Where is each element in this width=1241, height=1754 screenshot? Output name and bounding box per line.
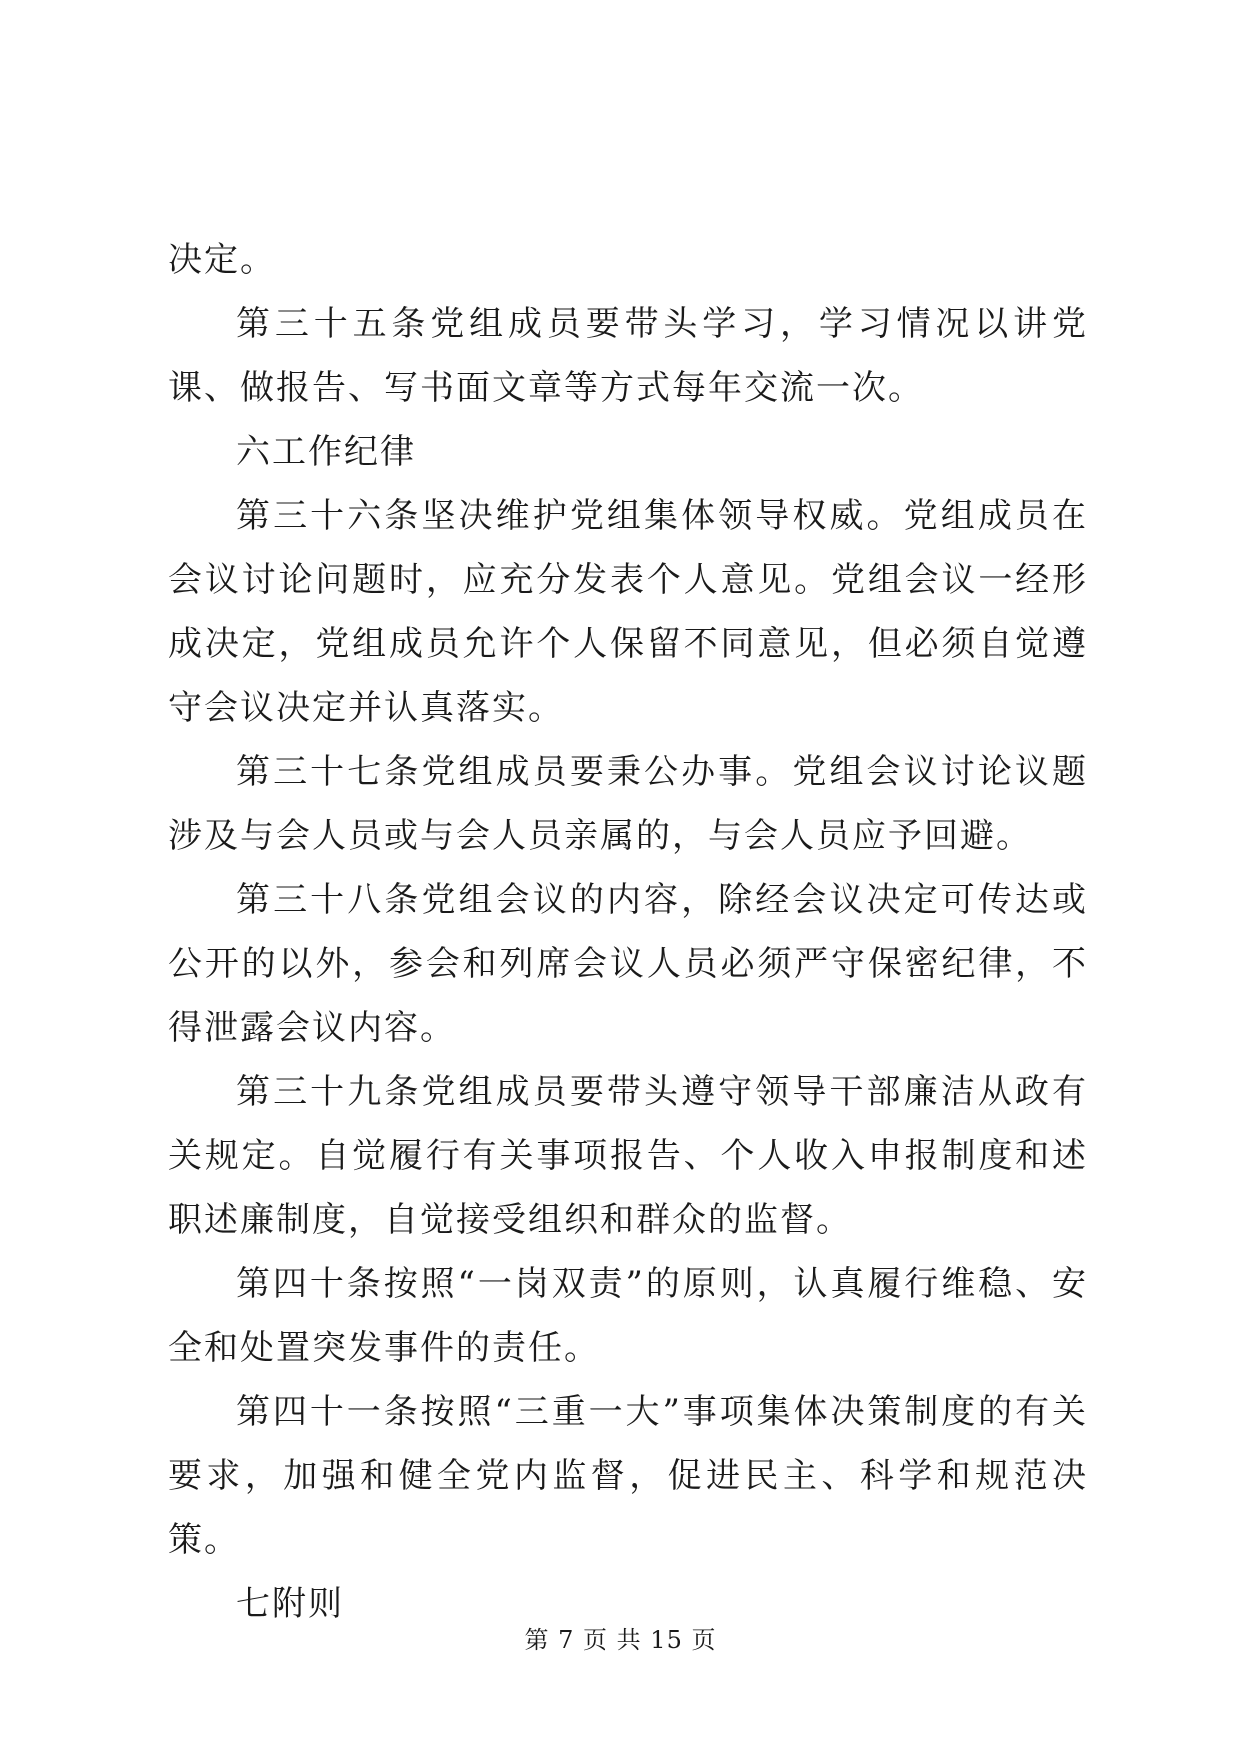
paragraph: 第三十五条党组成员要带头学习，学习情况以讲党课、做报告、写书面文章等方式每年交流一次。 [168, 304, 1088, 408]
paragraph: 第三十六条坚决维护党组集体领导权威。党组成员在会议讨论问题时，应充分发表个人意见。党组会议一经形成决定，党组成员允许个人保留不同意见，但必须自觉遵守会议决定并认真落实。 [168, 496, 1088, 728]
document-body [168, 228, 1088, 1636]
section-heading: 七附则 [236, 1584, 344, 1624]
paragraph: 第三十九条党组成员要带头遵守领导干部廉洁从政有关规定。自觉履行有关事项报告、个人收入申报制度和述职述廉制度，自觉接受组织和群众的监督。 [168, 1072, 1088, 1240]
paragraph: 第三十七条党组成员要秉公办事。党组会议讨论议题涉及与会人员或与会人员亲属的，与会人员应予回避。 [168, 752, 1088, 856]
paragraph: 第四十一条按照“三重一大”事项集体决策制度的有关要求，加强和健全党内监督，促进民主、科学和规范决策。 [168, 1392, 1088, 1560]
section-heading: 六工作纪律 [236, 432, 416, 472]
paragraph: 第四十条按照“一岗双责”的原则，认真履行维稳、安全和处置突发事件的责任。 [168, 1264, 1088, 1368]
paragraph: 决定。 [168, 240, 276, 280]
paragraph: 第三十八条党组会议的内容，除经会议决定可传达或公开的以外，参会和列席会议人员必须严守保密纪律，不得泄露会议内容。 [168, 880, 1088, 1048]
page-number-footer: 第 7 页 共 15 页 [524, 1626, 717, 1654]
